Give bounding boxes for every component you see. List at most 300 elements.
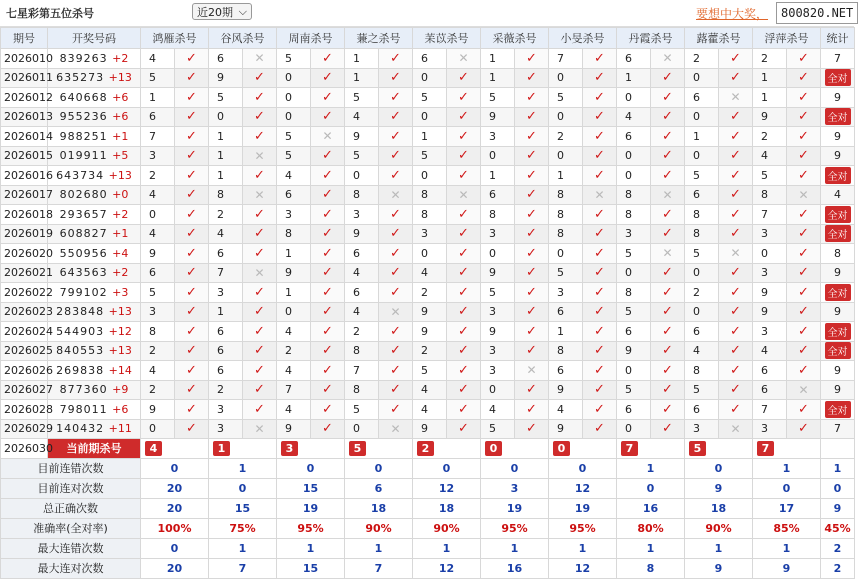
check-mark: ✓	[322, 167, 333, 183]
current-kill-badge: 0	[553, 441, 570, 456]
draw-cell	[48, 49, 141, 69]
table-row	[1, 322, 855, 342]
kill-number: 1	[753, 88, 787, 108]
current-kill-badge: 1	[213, 441, 230, 456]
check-icon	[515, 341, 549, 361]
check-mark: ✓	[390, 401, 401, 417]
check-icon	[243, 68, 277, 88]
check-icon	[583, 127, 617, 147]
check-mark: ✓	[186, 50, 197, 66]
table-row	[1, 263, 855, 283]
check-mark: ✓	[730, 226, 741, 242]
check-mark: ✓	[254, 128, 265, 144]
kill-number: 6	[345, 244, 379, 264]
kill-number: 8	[345, 380, 379, 400]
kill-number: 9	[141, 400, 175, 420]
site-brand: 800820.NET	[776, 2, 858, 24]
check-mark: ✓	[458, 323, 469, 339]
kill-number: 9	[549, 419, 583, 439]
kill-number: 5	[345, 400, 379, 420]
check-icon	[311, 244, 345, 264]
kill-number: 0	[141, 419, 175, 439]
cross-mark: ✕	[390, 421, 401, 436]
kill-number: 0	[685, 107, 719, 127]
check-icon	[515, 322, 549, 342]
check-mark: ✓	[254, 343, 265, 359]
summary-label: 最大连错次数	[1, 538, 141, 558]
kill-number: 9	[413, 302, 447, 322]
kill-number: 3	[209, 419, 243, 439]
kill-number: 6	[685, 185, 719, 205]
check-mark: ✓	[526, 304, 537, 320]
check-icon	[447, 166, 481, 186]
kill-number: 5	[413, 146, 447, 166]
draw-digits: 635273	[56, 71, 105, 85]
cross-icon	[651, 185, 685, 205]
check-mark: ✓	[526, 421, 537, 437]
summary-value: 85%	[753, 518, 821, 538]
summary-value: 20	[141, 558, 209, 578]
kill-number: 5	[413, 361, 447, 381]
issue-cell: 2026028	[1, 400, 48, 420]
check-icon	[583, 283, 617, 303]
check-mark: ✓	[594, 206, 605, 222]
kill-number: 4	[413, 263, 447, 283]
draw-cell	[48, 419, 141, 439]
period-select-value: 近20期	[197, 5, 233, 19]
check-mark: ✓	[322, 206, 333, 222]
check-mark: ✓	[186, 304, 197, 320]
kill-number: 4	[141, 224, 175, 244]
check-mark: ✓	[322, 284, 333, 300]
cross-icon	[651, 49, 685, 69]
kill-number: 2	[345, 322, 379, 342]
check-mark: ✓	[390, 226, 401, 242]
check-icon	[175, 244, 209, 264]
check-mark: ✓	[322, 245, 333, 261]
current-label: 当前期杀号	[48, 439, 141, 459]
check-mark: ✓	[390, 206, 401, 222]
col-issue: 期号	[1, 28, 48, 49]
draw-cell	[48, 68, 141, 88]
check-mark: ✓	[186, 362, 197, 378]
col-predictor: 浮萍杀号	[753, 28, 821, 49]
draw-cell	[48, 127, 141, 147]
stat-cell: 9	[821, 146, 855, 166]
check-icon	[311, 107, 345, 127]
table-row	[1, 224, 855, 244]
check-mark: ✓	[730, 70, 741, 86]
summary-value: 9	[685, 558, 753, 578]
check-icon	[243, 107, 277, 127]
check-icon	[447, 127, 481, 147]
check-icon	[787, 205, 821, 225]
issue-cell: 2026026	[1, 361, 48, 381]
cross-mark: ✕	[594, 187, 605, 202]
check-icon	[583, 322, 617, 342]
cross-mark: ✕	[254, 51, 265, 66]
kill-number: 2	[141, 341, 175, 361]
current-kill-badge: 5	[349, 441, 366, 456]
kill-number: 3	[141, 146, 175, 166]
summary-value: 2	[821, 558, 855, 578]
kill-number: 6	[481, 185, 515, 205]
check-mark: ✓	[322, 382, 333, 398]
check-icon	[651, 68, 685, 88]
check-icon	[175, 302, 209, 322]
check-mark: ✓	[186, 284, 197, 300]
check-mark: ✓	[458, 401, 469, 417]
check-mark: ✓	[390, 167, 401, 183]
cross-mark: ✕	[390, 304, 401, 319]
kill-number: 8	[549, 205, 583, 225]
current-issue-row	[1, 439, 855, 459]
check-icon	[447, 224, 481, 244]
summary-value: 18	[685, 498, 753, 518]
check-mark: ✓	[662, 167, 673, 183]
check-mark: ✓	[730, 362, 741, 378]
check-mark: ✓	[662, 70, 673, 86]
cross-mark: ✕	[322, 129, 333, 144]
check-icon	[379, 205, 413, 225]
stat-cell	[821, 205, 855, 225]
table-row	[1, 244, 855, 264]
check-mark: ✓	[254, 206, 265, 222]
draw-cell	[48, 185, 141, 205]
summary-value: 1	[821, 458, 855, 478]
check-icon	[311, 302, 345, 322]
summary-value: 1	[753, 538, 821, 558]
stat-cell	[821, 224, 855, 244]
stat-cell: 9	[821, 361, 855, 381]
current-kill-number	[141, 439, 209, 459]
check-mark: ✓	[662, 323, 673, 339]
check-icon	[175, 380, 209, 400]
check-mark: ✓	[730, 109, 741, 125]
kill-number: 3	[617, 224, 651, 244]
check-icon	[719, 341, 753, 361]
summary-label: 目前连错次数	[1, 458, 141, 478]
draw-sum: +6	[112, 110, 129, 124]
kill-number: 5	[481, 283, 515, 303]
check-icon	[447, 107, 481, 127]
check-mark: ✓	[594, 362, 605, 378]
check-icon	[583, 88, 617, 108]
summary-value: 1	[617, 538, 685, 558]
check-icon	[515, 107, 549, 127]
check-icon	[175, 341, 209, 361]
check-mark: ✓	[254, 226, 265, 242]
draw-cell	[48, 107, 141, 127]
current-kill-badge: 7	[757, 441, 774, 456]
check-mark: ✓	[322, 89, 333, 105]
issue-cell: 2026012	[1, 88, 48, 108]
check-icon	[447, 419, 481, 439]
kill-number: 0	[141, 205, 175, 225]
kill-number: 1	[617, 68, 651, 88]
draw-digits: 799102	[59, 285, 108, 299]
kill-number: 6	[141, 263, 175, 283]
kill-number: 9	[753, 283, 787, 303]
kill-number: 2	[413, 341, 447, 361]
kill-number: 8	[549, 185, 583, 205]
kill-number: 4	[141, 185, 175, 205]
check-mark: ✓	[526, 226, 537, 242]
check-icon	[787, 88, 821, 108]
check-mark: ✓	[662, 362, 673, 378]
draw-sum: +0	[112, 188, 129, 202]
kill-number: 4	[141, 49, 175, 69]
kill-number: 0	[481, 244, 515, 264]
check-mark: ✓	[390, 89, 401, 105]
cross-icon	[379, 419, 413, 439]
summary-value: 9	[821, 498, 855, 518]
check-mark: ✓	[662, 401, 673, 417]
issue-cell: 2026030	[1, 439, 48, 459]
check-mark: ✓	[186, 245, 197, 261]
check-icon	[719, 224, 753, 244]
issue-cell: 2026010	[1, 49, 48, 69]
issue-cell: 2026025	[1, 341, 48, 361]
check-mark: ✓	[798, 401, 809, 417]
stat-cell	[821, 341, 855, 361]
current-kill-badge: 3	[281, 441, 298, 456]
check-mark: ✓	[458, 206, 469, 222]
summary-value: 0	[685, 458, 753, 478]
summary-value: 7	[209, 558, 277, 578]
check-mark: ✓	[254, 89, 265, 105]
check-icon	[787, 244, 821, 264]
check-icon	[311, 283, 345, 303]
col-predictor: 采薇杀号	[481, 28, 549, 49]
kill-number: 2	[209, 205, 243, 225]
check-icon	[515, 263, 549, 283]
check-mark: ✓	[186, 343, 197, 359]
draw-sum: +9	[112, 383, 129, 397]
kill-number: 5	[277, 127, 311, 147]
summary-value: 90%	[685, 518, 753, 538]
kill-number: 0	[413, 244, 447, 264]
check-mark: ✓	[526, 265, 537, 281]
current-kill-badge: 5	[689, 441, 706, 456]
check-icon	[447, 322, 481, 342]
check-icon	[787, 146, 821, 166]
promo-link[interactable]: 要想中大奖，	[696, 7, 769, 21]
summary-row	[1, 478, 855, 498]
check-mark: ✓	[798, 109, 809, 125]
check-mark: ✓	[730, 167, 741, 183]
kill-number: 0	[481, 380, 515, 400]
kill-number: 2	[685, 283, 719, 303]
kill-number: 8	[685, 224, 719, 244]
check-icon	[583, 361, 617, 381]
kill-number: 8	[277, 224, 311, 244]
check-mark: ✓	[526, 148, 537, 164]
draw-sum: +5	[112, 149, 129, 163]
check-icon	[719, 185, 753, 205]
kill-number: 0	[413, 166, 447, 186]
check-icon	[175, 88, 209, 108]
summary-value: 0	[345, 458, 413, 478]
check-icon	[787, 49, 821, 69]
table-row	[1, 127, 855, 147]
check-mark: ✓	[458, 226, 469, 242]
summary-value: 18	[345, 498, 413, 518]
draw-sum: +13	[108, 344, 132, 358]
check-mark: ✓	[322, 421, 333, 437]
kill-number: 0	[413, 68, 447, 88]
check-icon	[515, 302, 549, 322]
kill-number: 4	[277, 400, 311, 420]
kill-number: 8	[685, 361, 719, 381]
check-icon	[379, 88, 413, 108]
check-icon	[175, 361, 209, 381]
check-icon	[651, 322, 685, 342]
kill-number: 6	[141, 107, 175, 127]
draw-sum: +2	[112, 51, 129, 65]
check-icon	[719, 49, 753, 69]
draw-digits: 988251	[59, 129, 108, 143]
check-icon	[515, 380, 549, 400]
check-mark: ✓	[526, 401, 537, 417]
summary-value: 12	[549, 558, 617, 578]
check-icon	[447, 341, 481, 361]
check-mark: ✓	[798, 226, 809, 242]
check-mark: ✓	[390, 50, 401, 66]
summary-value: 45%	[821, 518, 855, 538]
kill-number: 1	[209, 166, 243, 186]
check-icon	[583, 419, 617, 439]
kill-number: 9	[345, 224, 379, 244]
cross-mark: ✕	[458, 51, 469, 66]
summary-value: 1	[481, 538, 549, 558]
check-mark: ✓	[186, 401, 197, 417]
issue-cell: 2026023	[1, 302, 48, 322]
cross-mark: ✕	[254, 265, 265, 280]
kill-number: 1	[481, 49, 515, 69]
check-icon	[175, 283, 209, 303]
cross-mark: ✕	[254, 421, 265, 436]
check-icon	[583, 244, 617, 264]
check-icon	[583, 166, 617, 186]
cross-mark: ✕	[730, 246, 741, 261]
check-mark: ✓	[254, 70, 265, 86]
summary-value: 9	[753, 558, 821, 578]
kill-number: 9	[277, 419, 311, 439]
stat-cell	[821, 283, 855, 303]
cross-icon	[515, 361, 549, 381]
check-icon	[787, 322, 821, 342]
col-predictor: 蕗藿杀号	[685, 28, 753, 49]
check-icon	[311, 380, 345, 400]
check-mark: ✓	[390, 128, 401, 144]
check-mark: ✓	[186, 70, 197, 86]
check-icon	[447, 400, 481, 420]
summary-label: 最大连对次数	[1, 558, 141, 578]
check-icon	[787, 400, 821, 420]
table-row	[1, 88, 855, 108]
check-mark: ✓	[594, 421, 605, 437]
check-mark: ✓	[390, 245, 401, 261]
draw-sum: +13	[108, 305, 132, 319]
check-mark: ✓	[730, 343, 741, 359]
kill-number: 7	[277, 380, 311, 400]
kill-number: 3	[481, 127, 515, 147]
cross-icon	[447, 185, 481, 205]
kill-number: 0	[277, 302, 311, 322]
check-icon	[447, 380, 481, 400]
check-mark: ✓	[730, 206, 741, 222]
table-row	[1, 49, 855, 69]
check-mark: ✓	[594, 167, 605, 183]
kill-number: 2	[209, 380, 243, 400]
summary-value: 0	[209, 478, 277, 498]
cross-mark: ✕	[526, 363, 537, 378]
summary-value: 7	[345, 558, 413, 578]
summary-value: 19	[481, 498, 549, 518]
table-row	[1, 68, 855, 88]
summary-value: 18	[413, 498, 481, 518]
check-mark: ✓	[526, 109, 537, 125]
table-row	[1, 419, 855, 439]
summary-value: 0	[753, 478, 821, 498]
draw-sum: +6	[112, 402, 129, 416]
check-mark: ✓	[662, 265, 673, 281]
check-mark: ✓	[594, 128, 605, 144]
check-icon	[515, 146, 549, 166]
check-mark: ✓	[186, 265, 197, 281]
check-mark: ✓	[662, 343, 673, 359]
summary-row	[1, 558, 855, 578]
kill-number: 3	[141, 302, 175, 322]
check-mark: ✓	[730, 50, 741, 66]
check-mark: ✓	[458, 304, 469, 320]
summary-value: 8	[617, 558, 685, 578]
kill-number: 9	[413, 322, 447, 342]
check-icon	[175, 166, 209, 186]
draw-digits: 283848	[56, 305, 105, 319]
check-icon	[311, 166, 345, 186]
check-icon	[651, 166, 685, 186]
current-kill-number	[481, 439, 549, 459]
summary-value: 80%	[617, 518, 685, 538]
issue-cell: 2026019	[1, 224, 48, 244]
check-mark: ✓	[526, 382, 537, 398]
period-select[interactable]	[192, 3, 252, 20]
check-icon	[311, 341, 345, 361]
all-correct-badge: 全对	[825, 69, 851, 86]
check-icon	[379, 68, 413, 88]
kill-number: 3	[277, 205, 311, 225]
check-mark: ✓	[662, 382, 673, 398]
cross-mark: ✕	[390, 187, 401, 202]
check-icon	[651, 400, 685, 420]
check-icon	[379, 146, 413, 166]
kill-number: 7	[345, 361, 379, 381]
check-icon	[583, 49, 617, 69]
issue-cell: 2026029	[1, 419, 48, 439]
check-mark: ✓	[254, 245, 265, 261]
draw-sum: +13	[108, 71, 132, 85]
check-mark: ✓	[322, 265, 333, 281]
check-icon	[175, 107, 209, 127]
check-mark: ✓	[730, 323, 741, 339]
cross-mark: ✕	[662, 187, 673, 202]
check-icon	[243, 302, 277, 322]
kill-number: 0	[481, 146, 515, 166]
draw-digits: 608827	[59, 227, 108, 241]
issue-cell: 2026021	[1, 263, 48, 283]
